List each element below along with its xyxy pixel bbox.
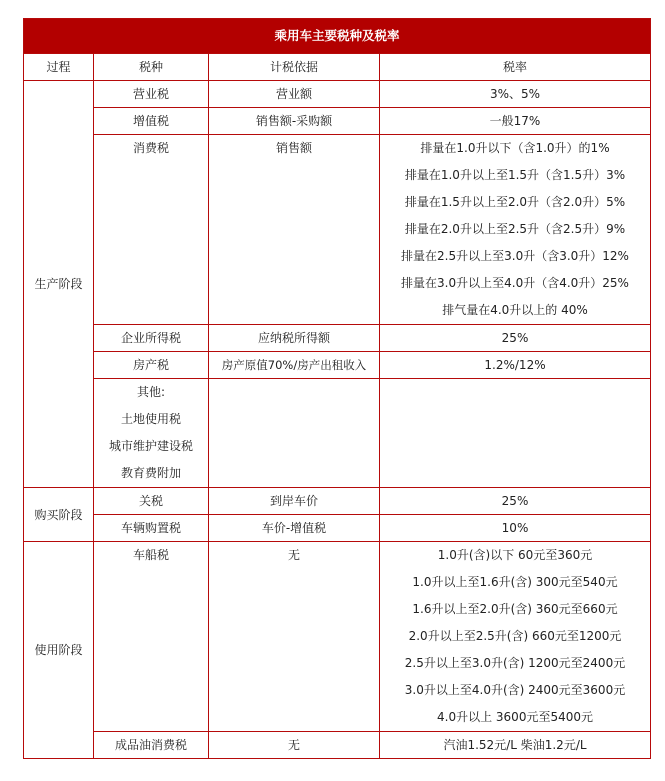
tax-basis: 销售额 (209, 135, 380, 325)
rate-line: 1.6升以上至2.0升(含) 360元至660元 (412, 602, 618, 616)
rate-line: 1.0升以上至1.6升(含) 300元至540元 (412, 575, 618, 589)
tax-table-container (23, 18, 650, 759)
tax-basis: 营业额 (209, 81, 380, 108)
header-row (24, 54, 651, 81)
table-row (24, 135, 651, 325)
table-row (24, 379, 651, 488)
tax-name: 关税 (94, 488, 209, 515)
rate-line: 2.0升以上至2.5升(含) 660元至1200元 (408, 629, 622, 643)
header-tax-rate: 税率 (380, 54, 651, 81)
other-line: 教育费附加 (120, 466, 181, 480)
tax-rate-empty (380, 379, 651, 488)
tax-basis: 无 (209, 542, 380, 732)
tax-basis: 到岸车价 (209, 488, 380, 515)
other-line: 其他: (136, 385, 166, 399)
table-row (24, 515, 651, 542)
rate-line: 4.0升以上 3600元至5400元 (437, 710, 593, 724)
tax-basis: 车价-增值税 (209, 515, 380, 542)
stage-purchase: 购买阶段 (24, 488, 94, 542)
header-tax-type: 税种 (94, 54, 209, 81)
header-tax-basis: 计税依据 (209, 54, 380, 81)
tax-table (23, 18, 651, 759)
table-title: 乘用车主要税种及税率 (24, 19, 651, 54)
rate-line: 2.5升以上至3.0升(含) 1200元至2400元 (404, 656, 626, 670)
tax-basis: 房产原值70%/房产出租收入 (209, 352, 380, 379)
rate-line: 排量在2.5升以上至3.0升（含3.0升）12% (401, 249, 629, 263)
tax-name: 消费税 (94, 135, 209, 325)
rate-line: 3.0升以上至4.0升(含) 2400元至3600元 (404, 683, 626, 697)
tax-rate: 汽油1.52元/L 柴油1.2元/L (380, 732, 651, 759)
table-row (24, 352, 651, 379)
rate-line: 排量在2.0升以上至2.5升（含2.5升）9% (404, 222, 626, 236)
rate-line: 排量在3.0升以上至4.0升（含4.0升）25% (401, 276, 629, 290)
tax-basis: 销售额-采购额 (209, 108, 380, 135)
stage-production: 生产阶段 (24, 81, 94, 488)
table-row (24, 542, 651, 732)
tax-rate: 25% (380, 325, 651, 352)
tax-name: 车辆购置税 (94, 515, 209, 542)
table-row (24, 732, 651, 759)
other-line: 城市维护建设税 (108, 439, 193, 453)
tax-basis: 应纳税所得额 (209, 325, 380, 352)
table-row (24, 325, 651, 352)
tax-rate-list (380, 135, 651, 325)
rate-line: 排气量在4.0升以上的 40% (442, 303, 588, 317)
rate-line: 排量在1.0升以上至1.5升（含1.5升）3% (404, 168, 626, 182)
other-line: 土地使用税 (120, 412, 181, 426)
header-process: 过程 (24, 54, 94, 81)
tax-basis-empty (209, 379, 380, 488)
rate-line: 排量在1.0升以下（含1.0升）的1% (420, 141, 610, 155)
tax-rate: 10% (380, 515, 651, 542)
tax-name: 营业税 (94, 81, 209, 108)
stage-usage: 使用阶段 (24, 542, 94, 759)
tax-name: 成品油消费税 (94, 732, 209, 759)
table-row (24, 108, 651, 135)
tax-rate: 一般17% (380, 108, 651, 135)
rate-line: 排量在1.5升以上至2.0升（含2.0升）5% (404, 195, 626, 209)
tax-name-list (94, 379, 209, 488)
table-row (24, 488, 651, 515)
tax-rate: 25% (380, 488, 651, 515)
tax-basis: 无 (209, 732, 380, 759)
tax-name: 增值税 (94, 108, 209, 135)
tax-name: 企业所得税 (94, 325, 209, 352)
tax-rate: 1.2%/12% (380, 352, 651, 379)
rate-line: 1.0升(含)以下 60元至360元 (437, 548, 593, 562)
tax-name: 房产税 (94, 352, 209, 379)
tax-rate-list (380, 542, 651, 732)
tax-name: 车船税 (94, 542, 209, 732)
table-row (24, 81, 651, 108)
tax-rate: 3%、5% (380, 81, 651, 108)
